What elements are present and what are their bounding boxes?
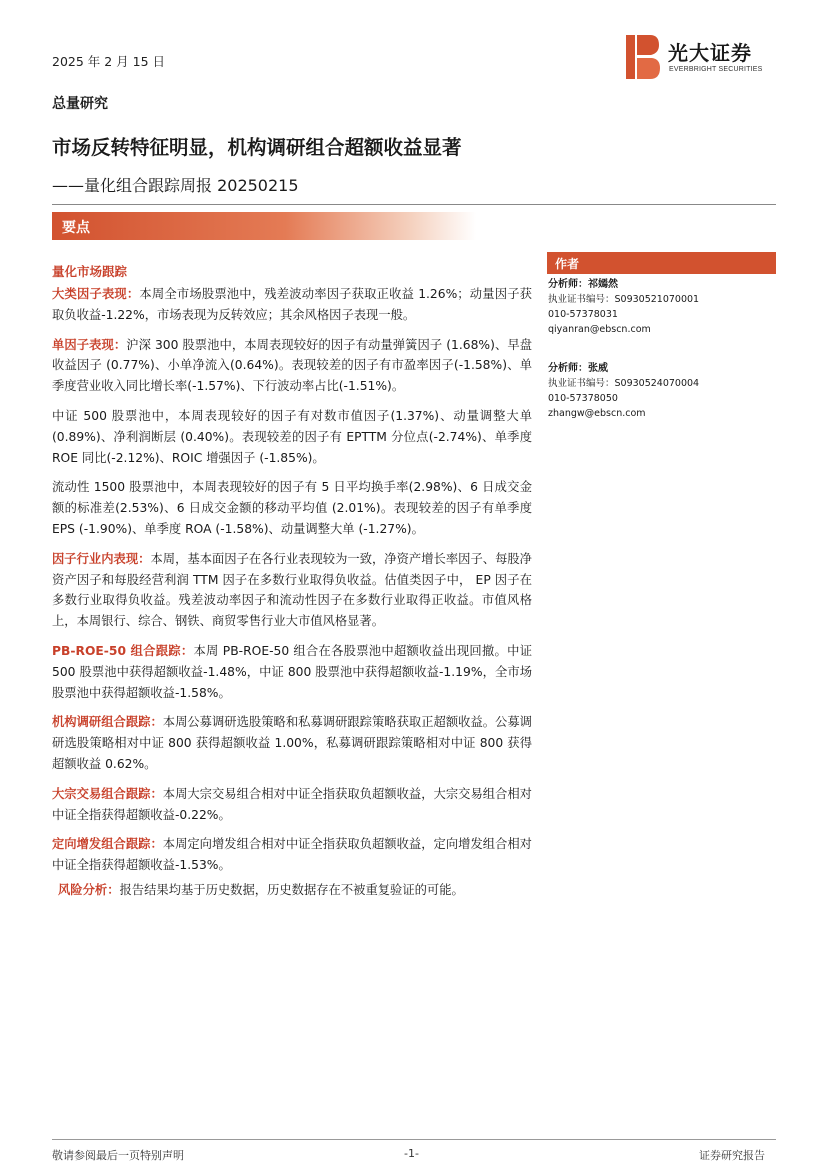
report-date: 2025 年 2 月 15 日 [52,54,166,69]
paragraph-label: 因子行业内表现： [52,551,151,566]
section-title: 要点 [62,220,90,236]
paragraph-text: 本周，基本面因子在各行业表现较为一致，净资产增长率因子、每股净资产因子和每股经营利润 TTM 因子在多数行业取得负收益。估值类因子中， EP 因子在多数行业取得负收益。残差波动率因子和流动性因子在多数行业取得正收益。市值风格上，本周银行、综合、钢铁、商贸零售行业大市值风格显著。 [52,551,532,629]
paragraph-label: PB-ROE-50 组合跟踪： [52,643,194,658]
everbright-logo-icon [626,35,660,79]
logo-chinese-name: 光大证券 [668,41,752,65]
logo-english-name: EVERBRIGHT SECURITIES [669,66,763,73]
author-banner-title: 作者 [555,257,580,271]
footer-report-type: 证券研究报告 [699,1149,765,1162]
paragraph-label: 大类因子表现： [52,287,140,301]
author-email[interactable]: qiyanran@ebscn.com [548,324,651,335]
paragraph [52,284,532,326]
author-banner [547,252,776,274]
author-cert: 执业证书编号：S0930521070001 [548,294,700,305]
footer-disclaimer: 敬请参阅最后一页特别声明 [52,1149,184,1162]
paragraph [52,406,532,468]
paragraph [52,641,532,703]
paragraph [52,712,532,774]
paragraph-label: 单因子表现： [52,337,127,352]
paragraph-text: 本周全市场股票池中，残差波动率因子获取正收益 1.26%；动量因子获取负收益-1.22%，市场表现为反转效应；其余风格因子表现一般。 [52,287,532,322]
key-points-banner [52,212,476,240]
section-subheading: 量化市场跟踪 [52,264,128,279]
author-cert: 执业证书编号：S0930524070004 [548,378,700,389]
page-number: -1- [404,1147,419,1160]
risk-label: 风险分析： [58,883,120,897]
risk-text: 报告结果均基于历史数据，历史数据存在不被重复验证的可能。 [119,883,464,897]
paragraph-label: 大宗交易组合跟踪： [52,786,163,801]
report-category: 总量研究 [52,96,108,112]
footer-divider [52,1139,776,1140]
paragraph-label: 机构调研组合跟踪： [52,715,163,730]
paragraph [52,549,532,632]
paragraph-label: 定向增发组合跟踪： [52,837,163,852]
author-card [548,277,777,337]
author-name: 分析师：祁嫣然 [548,279,618,290]
paragraph-text: 中证 500 股票池中，本周表现较好的因子有对数市值因子(1.37%)、动量调整大单(0.89%)、净利润断层 (0.40%)。表现较差的因子有 EPTTM 分位点(-2.74%)、单季度 ROE 同比(-2.12%)、ROIC 增强因子 (-1.85%)。 [52,408,532,465]
paragraph-text: 本周大宗交易组合相对中证全指获取负超额收益，大宗交易组合相对中证全指获得超额收益-0.22%。 [52,786,532,822]
paragraph [52,477,532,539]
paragraph-text: 流动性 1500 股票池中，本周表现较好的因子有 5 日平均换手率(2.98%)、6 日成交金额的标准差(2.53%)、6 日成交金额的移动平均值 (2.01%)。表现较差的因子有单季度 EPS (-1.90%)、单季度 ROA (-1.58%)、动量调整大单 (-1.27%)。 [52,480,532,536]
author-phone: 010-57378031 [548,309,618,320]
header-divider [52,204,776,205]
company-logo [626,35,776,83]
author-card [548,361,777,421]
paragraph-text: 本周定向增发组合相对中证全指获取负超额收益，定向增发组合相对中证全指获得超额收益-1.53%。 [52,837,532,873]
paragraph-text: 本周 PB-ROE-50 组合在各股票池中超额收益出现回撤。中证 500 股票池中获得超额收益-1.48%，中证 800 股票池中获得超额收益-1.19%，全市场股票池中获得超额收益-1.58%。 [52,643,533,700]
risk-analysis [58,880,538,898]
author-email[interactable]: zhangw@ebscn.com [548,408,646,419]
report-title: 市场反转特征明显，机构调研组合超额收益显著 [52,136,462,159]
paragraph-text: 沪深 300 股票池中，本周表现较好的因子有动量弹簧因子 (1.68%)、早盘收益因子 (0.77%)、小单净流入(0.64%)。表现较差的因子有市盈率因子(-1.58%)、单季度营业收入同比增长率(-1.57%)、下行波动率占比(-1.51%)。 [52,337,532,394]
report-subtitle: ——量化组合跟踪周报 20250215 [52,176,299,195]
paragraph [52,834,532,876]
paragraph-text: 本周公募调研选股策略和私募调研跟踪策略获取正超额收益。公募调研选股策略相对中证 800 获得超额收益 1.00%，私募调研跟踪策略相对中证 800 获得超额收益 0.62%。 [52,715,532,771]
author-name: 分析师：张威 [548,363,608,374]
paragraph [52,335,532,397]
key-points-body [52,284,532,885]
author-phone: 010-57378050 [548,393,618,404]
paragraph [52,784,532,826]
